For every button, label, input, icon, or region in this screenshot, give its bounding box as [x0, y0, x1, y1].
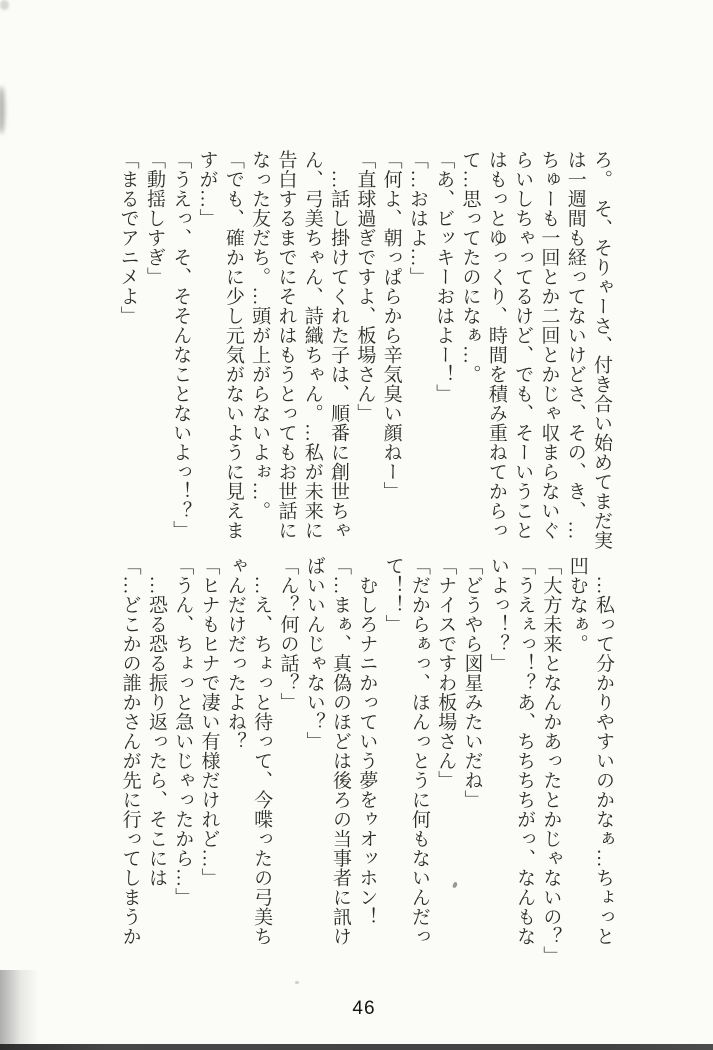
text-line: らいしちゃってるけど、でも、そーいうこと — [512, 150, 534, 540]
text-line: 「だからぁっ、ほんっとうに何もないんだっ — [408, 556, 430, 946]
text-line: て！！」 — [382, 556, 404, 634]
text-line: 「ん？何の話？」 — [277, 556, 299, 712]
text-line: …恐る恐る振り返ったら、そこには — [145, 556, 167, 888]
text-line: …え、ちょっと待って、今喋ったの弓美ち — [251, 556, 273, 946]
text-line: 「…どこかの誰かさんが先に行ってしまうか — [119, 556, 141, 946]
page-number: 46 — [352, 998, 376, 1019]
text-block-top — [113, 150, 614, 552]
scan-edge-smudge — [0, 86, 5, 134]
text-line: 「大方未来となんかあったとかじゃないの？」 — [540, 556, 562, 966]
text-line: 「うん、ちょっと急いじゃったから…」 — [172, 556, 194, 907]
text-line: はもっとゆっくり、時間を積み重ねてからっ — [485, 150, 507, 540]
text-line: て…思ってたのになぁ…。 — [459, 150, 481, 384]
text-line: 「でも、確かに少し元気がないように見えま — [222, 150, 244, 540]
scan-dust-speck — [295, 981, 299, 984]
text-line: ちゅーも一回とか二回とかじゃ収まらないぐ — [538, 150, 560, 540]
text-line: …私って分かりやすいのかなぁ…ちょっと — [593, 556, 614, 946]
text-line: 告白するまでにそれはもうとってもお世話に — [275, 150, 297, 540]
text-line: 「うえっ、そ、そそんなことないよっ！？」 — [170, 150, 192, 540]
text-line: なった友だち。…頭が上がらないよぉ…。 — [249, 150, 271, 521]
text-line: いよっ！？」 — [487, 556, 509, 673]
text-line: 「…おはよ…」 — [406, 150, 428, 287]
scan-bottom-edge — [0, 1044, 713, 1050]
text-line: 「…まぁ、真偽のほどは後ろの当事者に訊け — [330, 556, 352, 946]
scan-corner-speck — [0, 0, 9, 10]
text-line: ん、弓美ちゃん、詩織ちゃん。…私が未来に — [301, 150, 323, 540]
text-line: ゃんだけだったよね？ — [224, 556, 246, 751]
scan-corner-shadow — [0, 970, 46, 1045]
text-line: 「動揺しすぎ」 — [143, 150, 165, 287]
text-line: 「直球過ぎですよ、板場さん」 — [354, 150, 376, 423]
text-line: 「あ、ビッキーおはよー！」 — [433, 150, 455, 404]
text-line: 「うえぇっ！？あ、ちちちちがっ、なんもな — [514, 556, 536, 946]
text-line: 「ナイスですわ板場さん」 — [435, 556, 457, 790]
text-line: 「どうやら図星みたいだね」 — [461, 556, 483, 810]
text-line: …話し掛けてくれた子は、順番に創世ちゃ — [328, 150, 350, 540]
text-line: 「まるでアニメよ」 — [117, 150, 139, 326]
text-line: すが…」 — [196, 150, 218, 228]
text-line: 凹むなぁ。 — [566, 556, 588, 654]
text-line: は一週間も経ってないけどさ、その、き、… — [564, 150, 586, 540]
text-line: むしろナニかっていう夢をゥオッホン！ — [356, 556, 378, 927]
text-line: 「ヒナもヒナで凄い有様だけれど…」 — [198, 556, 220, 888]
text-block-bottom — [113, 556, 616, 980]
text-line: ばいいんじゃない？」 — [303, 556, 325, 751]
text-line: ろ。 そ、そりゃーさ、付き合い始めてまだ実 — [591, 150, 612, 550]
text-line: 「何よ、朝っぱらから辛気臭い顔ねー」 — [380, 150, 402, 501]
